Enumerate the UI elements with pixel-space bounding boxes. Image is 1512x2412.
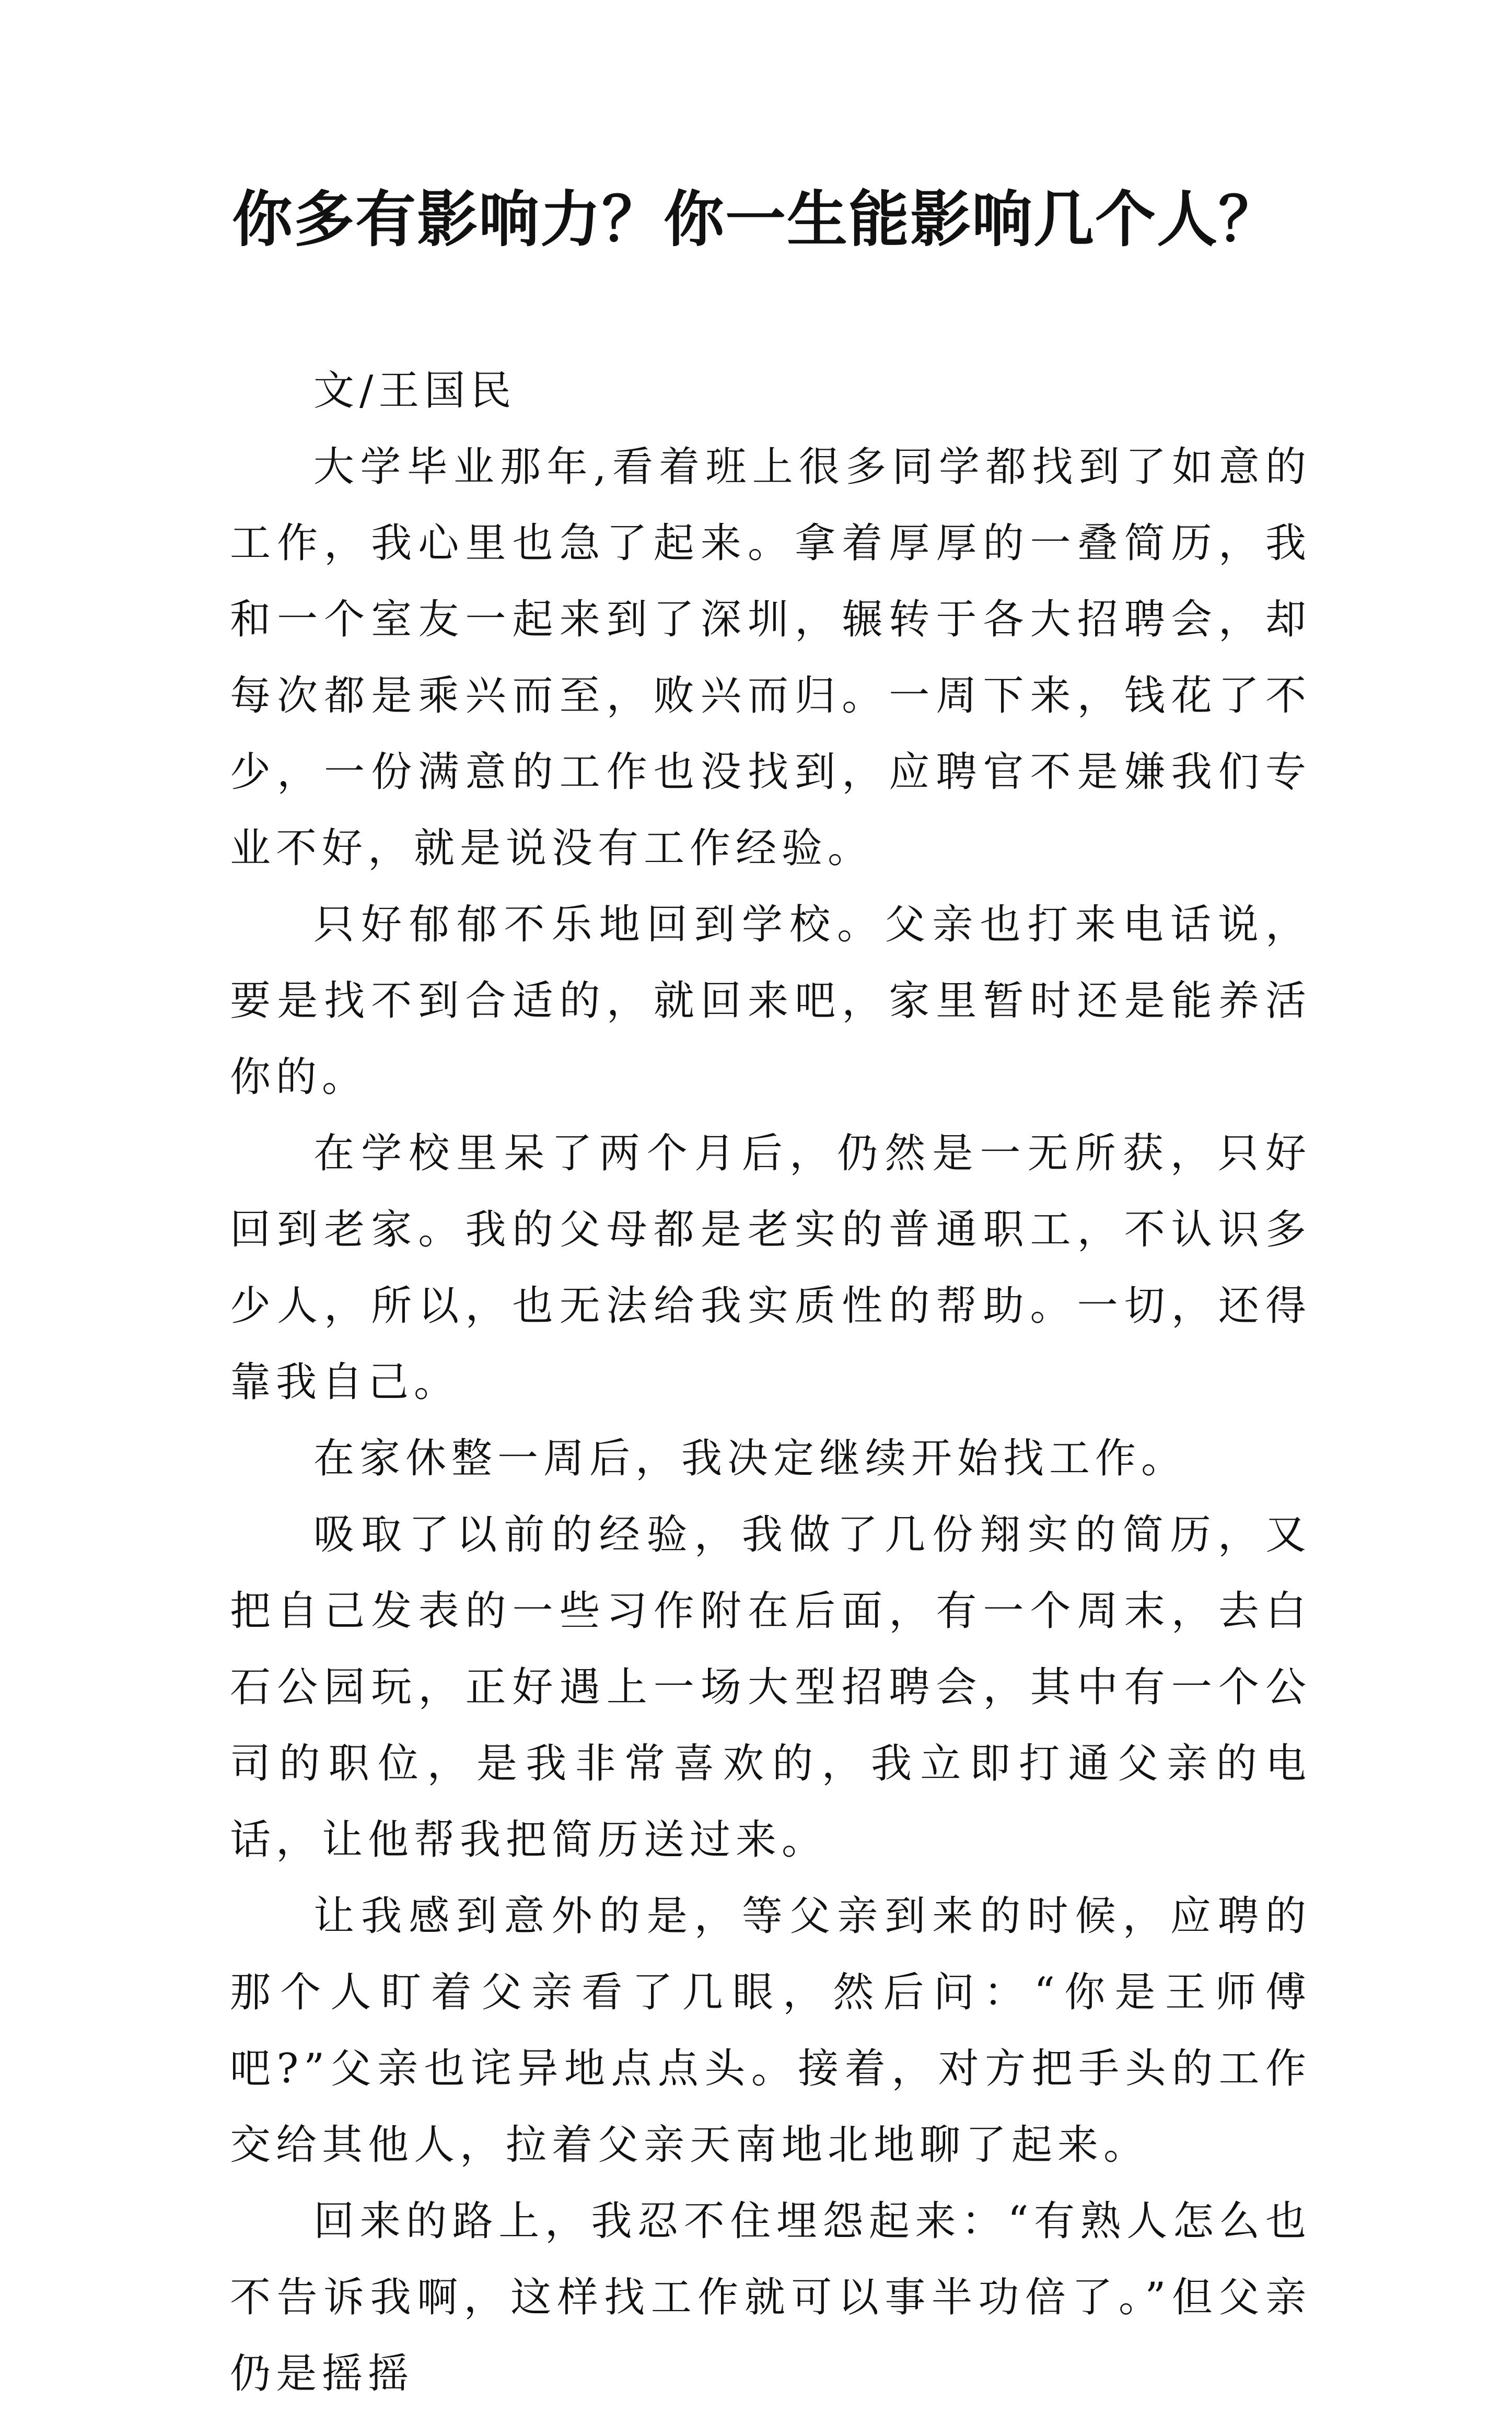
paragraph-5: 吸取了以前的经验，我做了几份翔实的简历，又把自己发表的一些习作附在后面，有一个周末，去白石公园玩，正好遇上一场大型招聘会，其中有一个公司的职位，是我非常喜欢的，我立即打通父亲的电话，让他帮我把简历送过来。 bbox=[230, 1511, 1311, 1863]
paragraph-2: 只好郁郁不乐地回到学校。父亲也打来电话说，要是找不到合适的，就回来吧，家里暂时还是能养活你的。 bbox=[230, 901, 1311, 1101]
paragraph-7: 回来的路上，我忍不住埋怨起来：“有熟人怎么也不告诉我啊，这样找工作就可以事半功倍了。”但父亲仍是摇摇 bbox=[230, 2198, 1311, 2397]
paragraph-1: 大学毕业那年,看着班上很多同学都找到了如意的工作，我心里也急了起来。拿着厚厚的一叠简历，我和一个室友一起来到了深圳，辗转于各大招聘会，却每次都是乘兴而至，败兴而归。一周下来，钱花了不少，一份满意的工作也没找到，应聘官不是嫌我们专业不好，就是说没有工作经验。 bbox=[230, 444, 1311, 872]
article-body bbox=[230, 353, 1311, 2412]
paragraph-3: 在学校里呆了两个月后，仍然是一无所获，只好回到老家。我的父母都是老实的普通职工，不认识多少人，所以，也无法给我实质性的帮助。一切，还得靠我自己。 bbox=[230, 1130, 1311, 1406]
article-title: 你多有影响力？你一生能影响几个人？ bbox=[232, 184, 1280, 255]
paragraph-6: 让我感到意外的是，等父亲到来的时候，应聘的那个人盯着父亲看了几眼，然后问：“你是王师傅吧?”父亲也诧异地点点头。接着，对方把手头的工作交给其他人，拉着父亲天南地北地聊了起来。 bbox=[230, 1893, 1311, 2169]
author-line: 文/王国民 bbox=[313, 367, 517, 414]
paragraph-4: 在家休整一周后，我决定继续开始找工作。 bbox=[313, 1435, 1188, 1482]
